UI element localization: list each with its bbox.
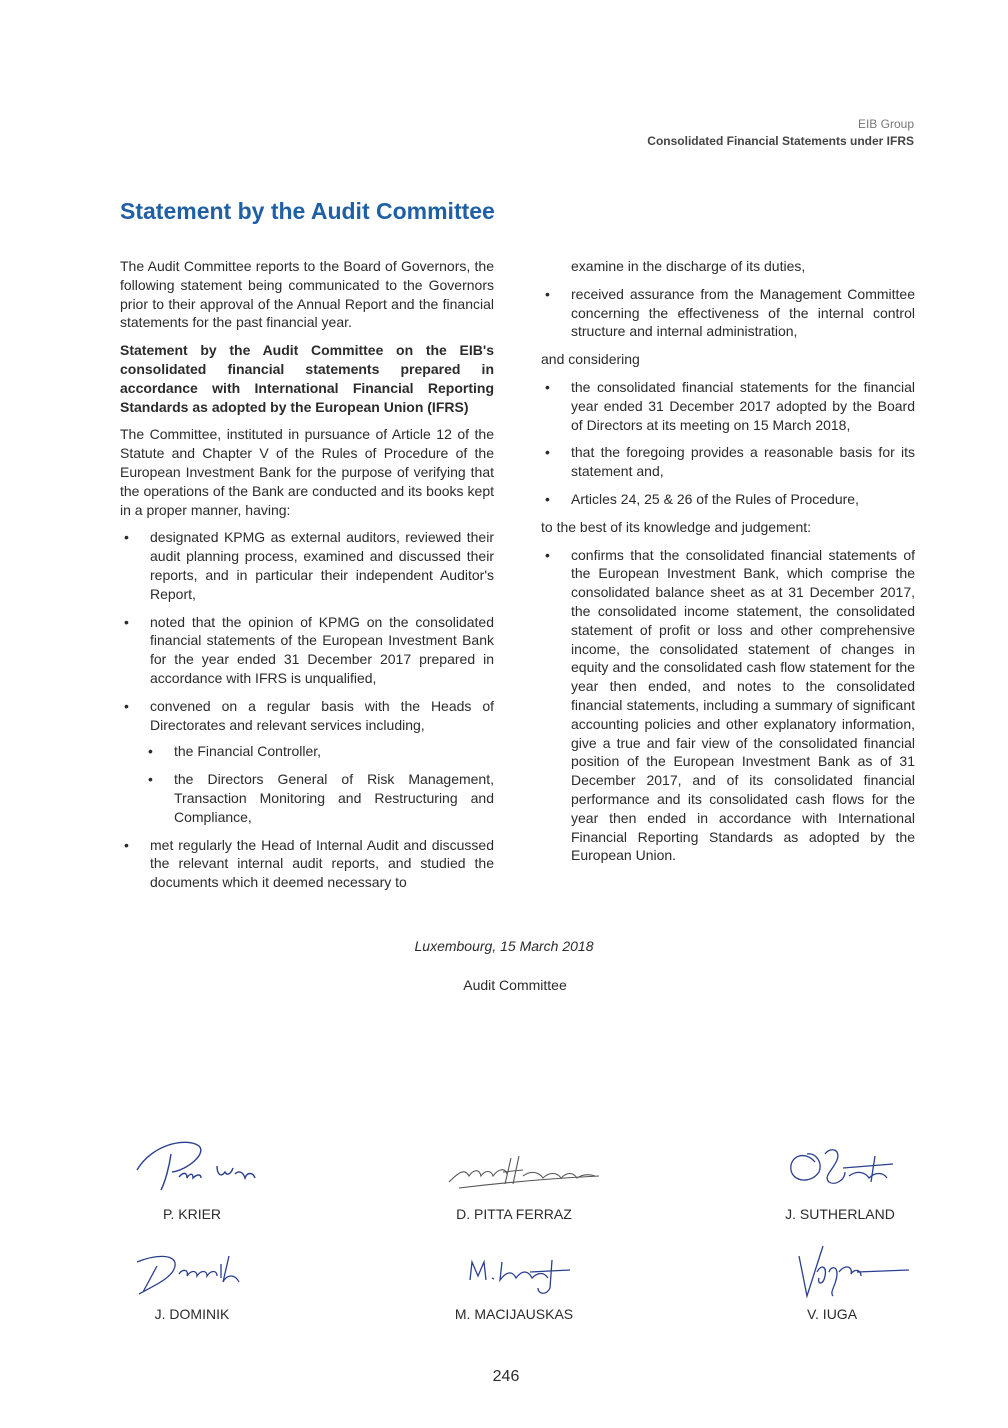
list-item: • the consolidated financial statements for the financial year ended 31 December 2017 adopted by the Board of Directors at its meeting on 15 March 2018, [541,378,915,434]
considering-text: and considering [541,351,640,368]
right-column [541,257,915,874]
signatory-name: M. MACIJAUSKAS [454,1306,574,1322]
list-item-text: convened on a regular basis with the Heads of Directorates and relevant services including, [150,697,494,733]
continuation-text: examine in the discharge of its duties, [571,258,806,274]
sub-list [150,742,494,826]
signatory-name: J. DOMINIK [154,1306,230,1322]
committee-label: Audit Committee [463,977,567,993]
page-header [647,116,914,150]
signature-block-pitta-ferraz [404,1132,624,1222]
signature-image [419,1132,609,1202]
signatory-name: P. KRIER [162,1206,222,1222]
list-item: • confirms that the consolidated financial statements of the European Investment Bank, which comprise the consolidated balance sheet as at 31 December 2017, the consolidated income statement, the consolidated statement of profit or loss and other comprehensive income, the consolidated statement of changes in equity and the consolidated cash flow statement for the year then ended, and notes to the consolidated financial statements, including a summary of significant accounting policies and other explanatory information, give a true and fair view of the consolidated financial position of the European Investment Bank as of 31 December 2017, and of its consolidated financial performance and its consolidated cash flows for the year then ended in accordance with International Financial Reporting Standards as adopted by the European Union. [541,546,915,866]
knowledge-text: to the best of its knowledge and judgement: [541,518,812,535]
signature-image [117,1242,267,1302]
statement-subheading: Statement by the Audit Committee on the EIB's consolidated financial statements prepared in accordance with International Financial Reporting Standards as adopted by the European Union (IFRS) [120,342,494,415]
signature-block-krier [82,1132,302,1222]
header-document-title: Consolidated Financial Statements under IFRS [647,134,914,148]
confirms-list [541,546,915,866]
list-item: • designated KPMG as external auditors, reviewed their audit planning process, examined and discussed their reports, and in particular their independent Auditor's Report, [120,528,494,603]
assurance-list [541,285,915,341]
signatory-name: D. PITTA FERRAZ [456,1206,572,1222]
page-title: Statement by the Audit Committee [120,198,495,224]
signature-block-iuga [722,1242,942,1322]
signature-image [434,1242,594,1302]
signature-image [747,1242,917,1302]
sub-list-item: • the Directors General of Risk Management, Transaction Monitoring and Restructuring and Compliance, [150,770,494,826]
list-item: • Articles 24, 25 & 26 of the Rules of Procedure, [541,490,915,509]
page-number: 246 [492,1368,520,1385]
considering-list [541,378,915,509]
signatory-name: V. IUGA [806,1306,858,1322]
place-date: Luxembourg, 15 March 2018 [414,938,594,954]
sub-list-item: • the Financial Controller, [150,742,494,761]
left-column [120,257,494,901]
having-list [120,528,494,892]
committee-paragraph: The Committee, instituted in pursuance of Article 12 of the Statute and Chapter V of the Rules of Procedure of the European Investment Bank for the purpose of verifying that the operations of the Bank are conducted and its books kept in a proper manner, having: [120,426,494,518]
signature-image [117,1132,267,1202]
signature-image [765,1132,915,1202]
header-group-name: EIB Group [857,117,914,131]
signatory-name: J. SUTHERLAND [785,1206,895,1222]
list-item [120,697,494,827]
signature-block-sutherland [730,1132,950,1222]
list-item: • received assurance from the Management Committee concerning the effectiveness of the internal control structure and internal administration, [541,285,915,341]
list-item: • noted that the opinion of KPMG on the consolidated financial statements of the European Investment Bank for the year ended 31 December 2017 prepared in accordance with IFRS is unqualified, [120,613,494,688]
signature-block-macijauskas [404,1242,624,1322]
intro-paragraph: The Audit Committee reports to the Board of Governors, the following statement being communicated to the Governors prior to their approval of the Annual Report and the financial statements for the past financial year. [120,258,494,331]
list-item: • met regularly the Head of Internal Audit and discussed the relevant internal audit reports, and studied the documents which it deemed necessary to [120,836,494,892]
signature-block-dominik [82,1242,302,1322]
list-item: • that the foregoing provides a reasonable basis for its statement and, [541,443,915,481]
